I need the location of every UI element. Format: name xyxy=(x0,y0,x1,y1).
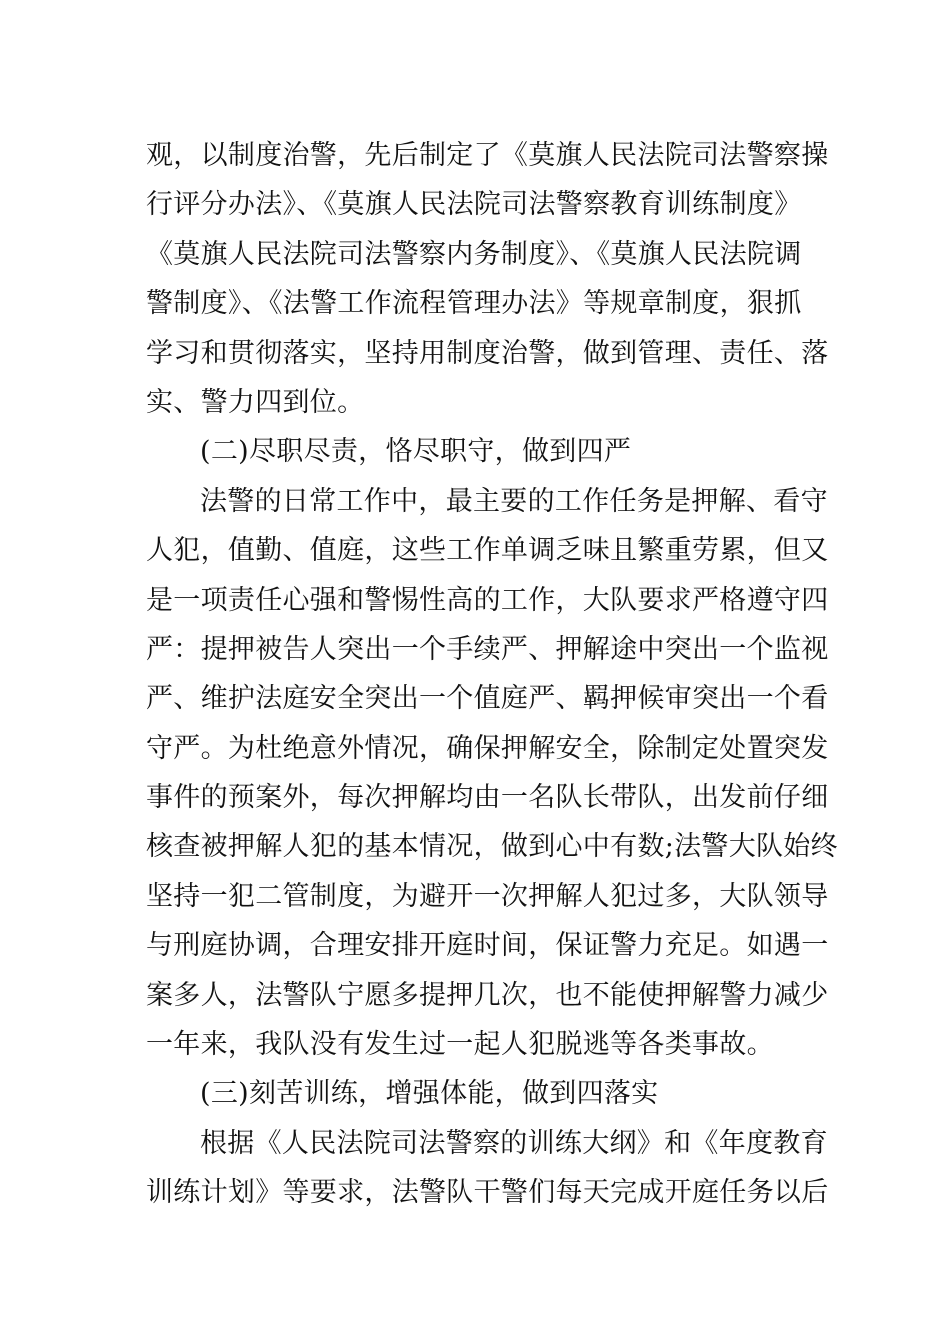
text-line: 坚持一犯二管制度，为避开一次押解人犯过多，大队领导 xyxy=(146,880,829,912)
text-line: (二)尽职尽责，恪尽职守，做到四严 xyxy=(200,436,632,468)
text-line: 与刑庭协调，合理安排开庭时间，保证警力充足。如遇一 xyxy=(146,930,829,962)
text-line: 事件的预案外，每次押解均由一名队长带队，出发前仔细 xyxy=(146,782,829,814)
text-line: 核查被押解人犯的基本情况，做到心中有数;法警大队始终 xyxy=(146,831,838,863)
text-line: 法警的日常工作中，最主要的工作任务是押解、看守 xyxy=(200,485,828,517)
text-line: 人犯，值勤、值庭，这些工作单调乏味且繁重劳累，但又 xyxy=(146,535,829,567)
text-line: 守严。为杜绝意外情况，确保押解安全，除制定处置突发 xyxy=(146,732,829,764)
text-line: 一年来，我队没有发生过一起人犯脱逃等各类事故。 xyxy=(146,1029,774,1061)
text-line: 训练计划》等要求，法警队干警们每天完成开庭任务以后 xyxy=(146,1177,829,1209)
text-line: 警制度》、《法警工作流程管理办法》等规章制度，狠抓 xyxy=(146,288,802,320)
text-line: 行评分办法》、《莫旗人民法院司法警察教育训练制度》 xyxy=(146,189,802,221)
text-line: 是一项责任心强和警惕性高的工作，大队要求严格遵守四 xyxy=(146,584,829,616)
text-line: 实、警力四到位。 xyxy=(146,386,365,418)
text-line: (三)刻苦训练，增强体能，做到四落实 xyxy=(200,1078,659,1110)
text-line: 学习和贯彻落实，坚持用制度治警，做到管理、责任、落 xyxy=(146,337,829,369)
text-line: 观，以制度治警，先后制定了《莫旗人民法院司法警察操 xyxy=(146,140,829,171)
text-line: 根据《人民法院司法警察的训练大纲》和《年度教育 xyxy=(200,1127,828,1159)
text-line: 《莫旗人民法院司法警察内务制度》、《莫旗人民法院调 xyxy=(146,238,802,270)
text-line: 严：提押被告人突出一个手续严、押解途中突出一个监视 xyxy=(146,633,829,665)
text-line: 案多人，法警队宁愿多提押几次，也不能使押解警力减少 xyxy=(146,979,829,1011)
document-body xyxy=(146,131,838,1218)
text-line: 严、维护法庭安全突出一个值庭严、羁押候审突出一个看 xyxy=(146,683,829,715)
